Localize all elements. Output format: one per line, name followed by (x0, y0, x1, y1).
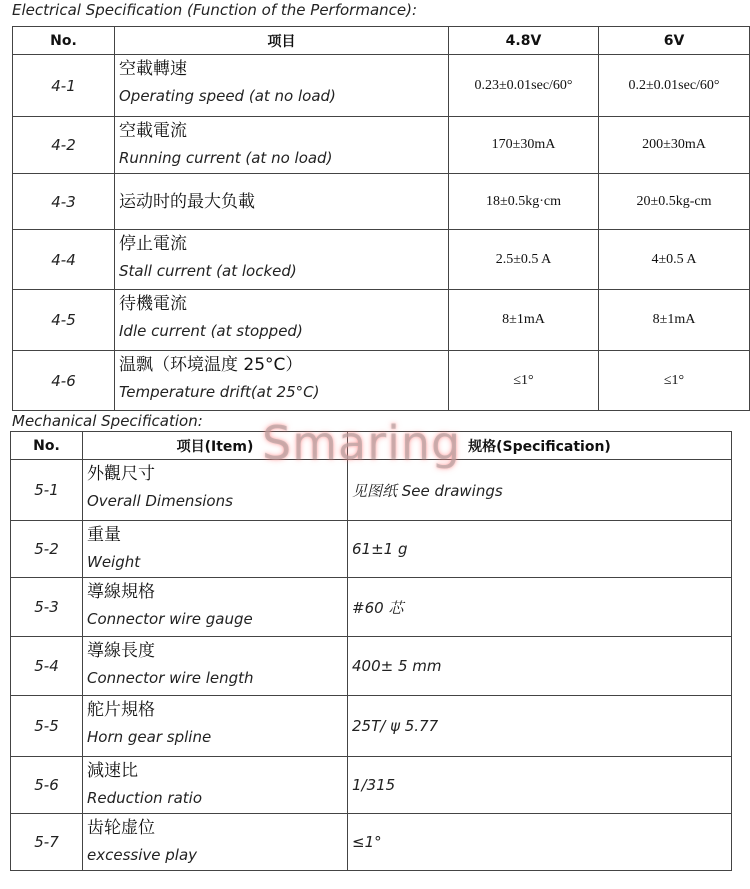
table-row (11, 696, 732, 757)
item-english: Horn gear spline (87, 728, 212, 746)
item-cell (115, 351, 449, 411)
mechanical-header-row (11, 432, 732, 460)
item-english: Overall Dimensions (87, 492, 233, 510)
item-cell (83, 757, 348, 814)
row-number: 4-5 (13, 290, 115, 351)
header-item: 项目 (115, 27, 449, 55)
mechanical-spec-caption: Mechanical Specification: (12, 412, 203, 430)
item-cell (115, 55, 449, 117)
row-number: 5-2 (11, 521, 83, 578)
table-row (11, 637, 732, 696)
row-number: 5-7 (11, 814, 83, 871)
item-cell (115, 290, 449, 351)
item-english: excessive play (87, 846, 198, 864)
value-4-8v: 18±0.5kg·cm (449, 174, 599, 230)
value-6v: ≤1° (599, 351, 750, 411)
value-4-8v: 8±1mA (449, 290, 599, 351)
spec-value: 1/315 (348, 757, 732, 814)
table-row (13, 351, 750, 411)
item-chinese: 外觀尺寸 (87, 464, 155, 484)
row-number: 5-6 (11, 757, 83, 814)
table-row (13, 230, 750, 290)
header-no: No. (11, 432, 83, 460)
item-cell (115, 117, 449, 174)
item-chinese: 停止電流 (119, 234, 187, 254)
table-row (13, 174, 750, 230)
electrical-spec-table (12, 26, 750, 411)
item-chinese: 空載電流 (119, 121, 187, 141)
spec-value: ≤1° (348, 814, 732, 871)
item-english: Connector wire length (87, 669, 254, 687)
item-chinese: 运动时的最大负載 (119, 191, 255, 212)
item-cell (115, 174, 449, 230)
item-chinese: 重量 (87, 525, 121, 545)
table-row (11, 460, 732, 521)
value-4-8v: 2.5±0.5 A (449, 230, 599, 290)
value-4-8v: 0.23±0.01sec/60° (449, 55, 599, 117)
row-number: 5-4 (11, 637, 83, 696)
table-row (11, 521, 732, 578)
item-cell (115, 230, 449, 290)
table-row (11, 814, 732, 871)
mechanical-spec-table (10, 431, 732, 871)
item-cell (83, 696, 348, 757)
table-row (13, 55, 750, 117)
spec-value: #60 芯 (348, 578, 732, 637)
watermark-logo: Smaring (262, 416, 462, 470)
header-no: No. (13, 27, 115, 55)
row-number: 5-1 (11, 460, 83, 521)
item-chinese: 待機電流 (119, 294, 187, 314)
item-english: Reduction ratio (87, 789, 203, 807)
item-cell (83, 460, 348, 521)
item-english: Operating speed (at no load) (119, 87, 336, 105)
header-specification: 规格(Specification) (348, 432, 732, 460)
value-6v: 20±0.5kg-cm (599, 174, 750, 230)
electrical-spec-caption: Electrical Specification (Function of the Performance): (12, 1, 418, 19)
row-number: 4-4 (13, 230, 115, 290)
row-number: 5-5 (11, 696, 83, 757)
header-6v: 6V (599, 27, 750, 55)
value-6v: 0.2±0.01sec/60° (599, 55, 750, 117)
item-chinese: 導線規格 (87, 582, 155, 602)
value-6v: 8±1mA (599, 290, 750, 351)
spec-value: 25T/ ψ 5.77 (348, 696, 732, 757)
item-english: Idle current (at stopped) (119, 322, 303, 340)
row-number: 4-6 (13, 351, 115, 411)
item-cell (83, 637, 348, 696)
value-4-8v: ≤1° (449, 351, 599, 411)
electrical-header-row (13, 27, 750, 55)
item-english: Stall current (at locked) (119, 262, 297, 280)
row-number: 4-2 (13, 117, 115, 174)
spec-value: 见图纸 See drawings (348, 460, 732, 521)
value-6v: 4±0.5 A (599, 230, 750, 290)
header-4-8v: 4.8V (449, 27, 599, 55)
item-chinese: 温飘（环境温度 25°C） (119, 355, 303, 375)
item-chinese: 舵片規格 (87, 700, 155, 720)
row-number: 4-3 (13, 174, 115, 230)
item-english: Connector wire gauge (87, 610, 253, 628)
row-number: 5-3 (11, 578, 83, 637)
item-chinese: 空載轉速 (119, 59, 187, 79)
table-row (11, 578, 732, 637)
item-chinese: 導線長度 (87, 641, 155, 661)
spec-value: 400± 5 mm (348, 637, 732, 696)
item-cell (83, 521, 348, 578)
table-row (11, 757, 732, 814)
item-english: Temperature drift(at 25°C) (119, 383, 320, 401)
item-chinese: 齿轮虚位 (87, 818, 155, 838)
item-chinese: 減速比 (87, 761, 138, 781)
item-english: Running current (at no load) (119, 149, 333, 167)
value-6v: 200±30mA (599, 117, 750, 174)
item-cell (83, 578, 348, 637)
value-4-8v: 170±30mA (449, 117, 599, 174)
spec-value: 61±1 g (348, 521, 732, 578)
header-item: 项目(Item) (83, 432, 348, 460)
row-number: 4-1 (13, 55, 115, 117)
table-row (13, 290, 750, 351)
table-row (13, 117, 750, 174)
item-english: Weight (87, 553, 141, 571)
item-cell (83, 814, 348, 871)
